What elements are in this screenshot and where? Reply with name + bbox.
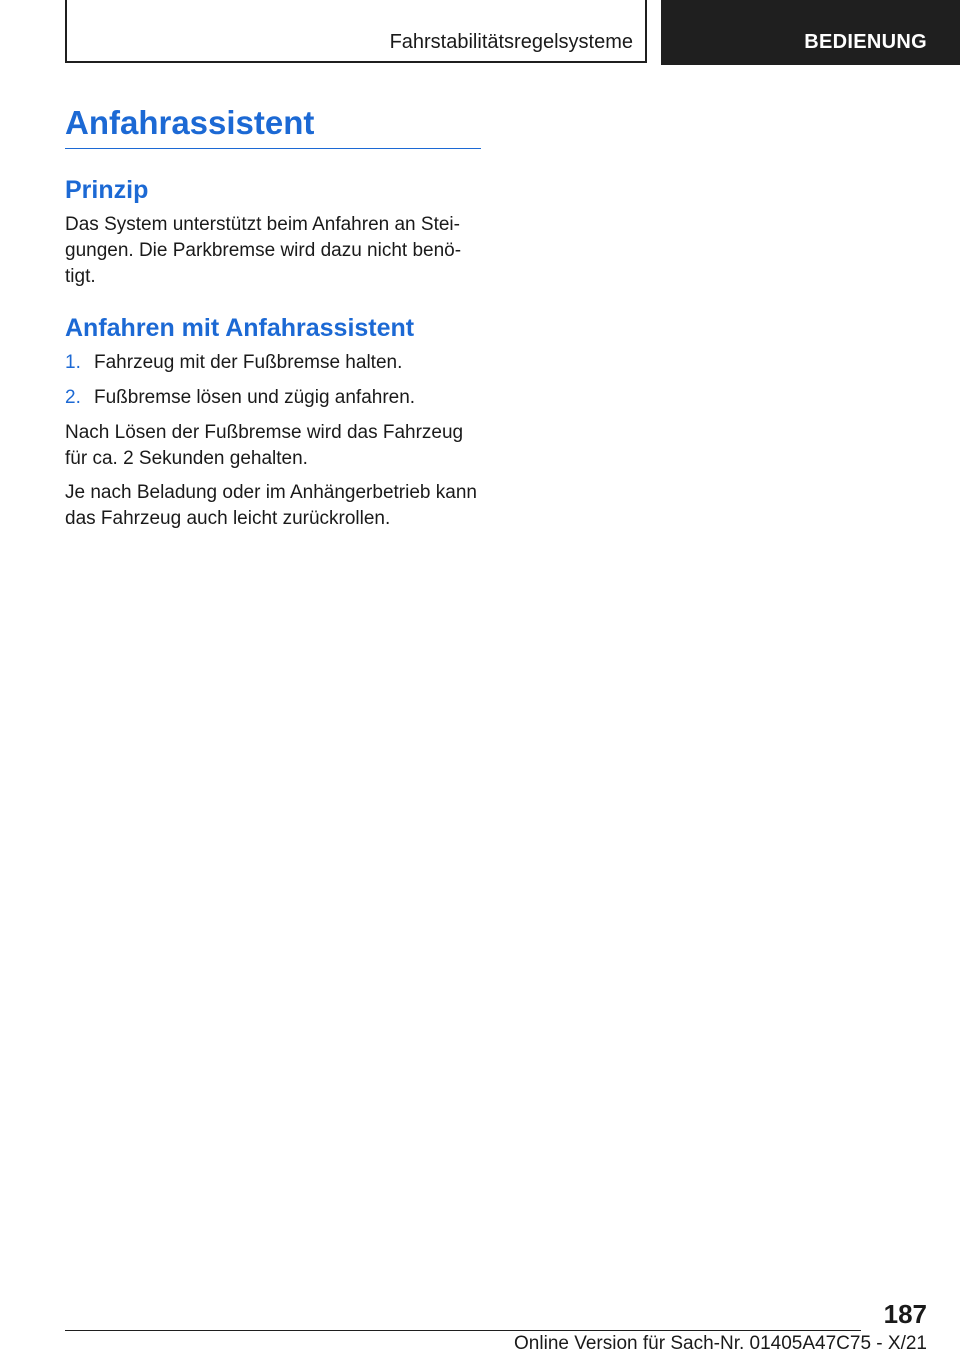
step-list	[65, 350, 481, 411]
page-title: Anfahrassistent	[65, 102, 481, 149]
header-section-box	[65, 0, 647, 63]
header-chapter-tab	[661, 0, 960, 65]
list-item	[65, 350, 481, 376]
main-content	[65, 102, 481, 532]
header-chapter-label: BEDIENUNG	[804, 31, 927, 53]
section-heading-prinzip: Prinzip	[65, 176, 149, 204]
paragraph: Je nach Beladung oder im Anhängerbetrieb kann das Fahrzeug auch leicht zurückrollen.	[65, 482, 477, 529]
step-text: Fußbremse lösen und zügig anfahren.	[94, 387, 416, 408]
section-text-prinzip: Das System unterstützt beim Anfahren an Stei- gungen. Die Parkbremse wird dazu nicht benö- tigt.	[65, 214, 462, 287]
footer-divider	[65, 1330, 861, 1331]
step-number: 2.	[65, 387, 81, 408]
footer-version-text: Online Version für Sach-Nr. 01405A47C75 - X/21	[514, 1333, 927, 1354]
paragraph: Nach Lösen der Fußbremse wird das Fahrzeug für ca. 2 Sekunden gehalten.	[65, 422, 464, 469]
step-number: 1.	[65, 352, 81, 373]
page-number: 187	[883, 1299, 927, 1329]
section-heading-anfahren: Anfahren mit Anfahrassistent	[65, 314, 415, 342]
list-item	[65, 385, 481, 411]
step-text: Fahrzeug mit der Fußbremse halten.	[94, 352, 403, 373]
header-section-title: Fahrstabilitätsregelsysteme	[389, 31, 633, 53]
